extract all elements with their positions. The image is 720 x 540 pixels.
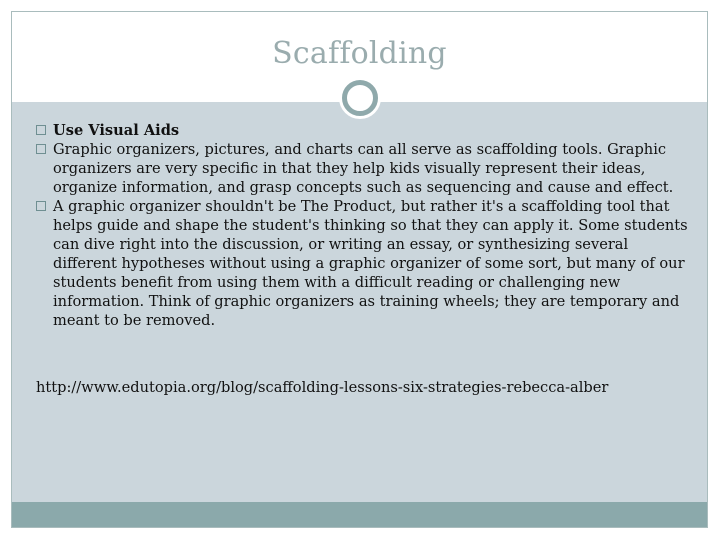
bullet-item: [36, 197, 696, 330]
bullet-item: [36, 140, 696, 197]
bullet-box-icon: [36, 201, 46, 211]
bullet-text: A graphic organizer shouldn't be The Product, but rather it's a scaffolding tool that helps guide and shape the student's thinking so that they can apply it. Some students can dive right into the discussion, or writing an essay, or synthesizing several different hypotheses without using a graphic organizer of some sort, but many of our students benefit from using them with a difficult reading or challenging new information. Think of graphic organizers as training wheels; they are temporary and meant to be removed.: [53, 198, 688, 329]
bullet-list: [36, 121, 696, 330]
source-link[interactable]: http://www.edutopia.org/blog/scaffolding-lessons-six-strategies-rebecca-alber: [36, 379, 609, 396]
bullet-box-icon: [36, 144, 46, 154]
bullet-text: Use Visual Aids: [53, 122, 180, 139]
bullet-box-icon: [36, 125, 46, 135]
bullet-text: Graphic organizers, pictures, and charts can all serve as scaffolding tools. Graphic organizers are very specific in that they help kids visually represent their ideas, organize information, and grasp concepts such as sequencing and cause and effect.: [53, 141, 674, 196]
slide-title: Scaffolding: [272, 36, 447, 71]
bullet-item: [36, 121, 696, 140]
circle-ring-icon: [342, 80, 378, 116]
footer-band: [12, 502, 707, 527]
